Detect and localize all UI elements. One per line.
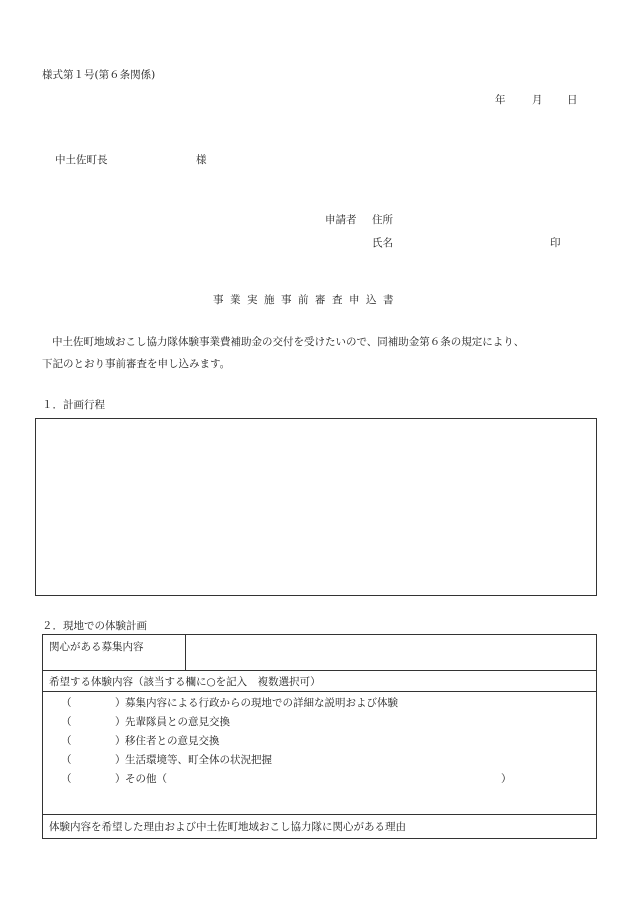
option-row[interactable] <box>49 713 590 732</box>
section-1-heading: １．計画行程 <box>42 399 105 411</box>
reason-label: 体験内容を希望した理由および中土佐町地域おこし協力隊に関心がある理由 <box>43 815 597 839</box>
option-text: 募集内容による行政からの現地での詳細な説明および体験 <box>125 697 398 709</box>
schedule-box[interactable] <box>35 418 597 596</box>
seal-mark: 印 <box>550 237 561 249</box>
applicant-name-label: 氏名 <box>372 237 393 249</box>
option-text: 先輩隊員との意見交換 <box>125 716 230 728</box>
document-title: 事業実施事前審査申込書 <box>213 294 400 306</box>
option-close-paren: ） <box>115 697 126 709</box>
option-text: 生活環境等、町全体の状況把握 <box>125 754 272 766</box>
option-row[interactable] <box>49 694 590 713</box>
option-open-paren: （ <box>61 754 72 766</box>
addressee-honorific: 様 <box>196 154 207 166</box>
experience-options <box>43 692 597 815</box>
interest-label: 関心がある募集内容 <box>43 635 186 671</box>
form-number: 様式第１号(第６条関係) <box>42 69 156 81</box>
option-close-paren: ） <box>115 735 126 747</box>
applicant-role: 申請者 <box>325 214 357 226</box>
body-line-1: 中土佐町地域おこし協力隊体験事業費補助金の交付を受けたいので、同補助金第６条の規定により、 <box>52 336 525 348</box>
option-open-paren: （ <box>61 716 72 728</box>
option-text: 移住者との意見交換 <box>125 735 220 747</box>
option-close-paren: ） <box>115 754 126 766</box>
interest-value-field[interactable] <box>186 635 597 671</box>
option-text: その他（ <box>125 773 167 785</box>
applicant-address-label: 住所 <box>372 214 393 226</box>
option-close-paren: ） <box>115 716 126 728</box>
addressee-name: 中土佐町長 <box>55 154 108 166</box>
date-day-label: 日 <box>567 94 578 106</box>
option-row[interactable] <box>49 770 590 789</box>
date-year-label: 年 <box>495 94 506 106</box>
body-line-2: 下記のとおり事前審査を申し込みます。 <box>42 358 231 370</box>
option-close-paren: ） <box>115 773 126 785</box>
option-open-paren: （ <box>61 735 72 747</box>
option-row[interactable] <box>49 732 590 751</box>
option-open-paren: （ <box>61 697 72 709</box>
experience-label: 希望する体験内容（該当する欄に○を記入 複数選択可） <box>43 671 597 692</box>
option-open-paren: （ <box>61 773 72 785</box>
date-month-label: 月 <box>532 94 543 106</box>
experience-plan-table <box>42 634 597 839</box>
option-row[interactable] <box>49 751 590 770</box>
section-2-heading: ２．現地での体験計画 <box>42 620 147 632</box>
other-close-paren: ） <box>501 773 512 785</box>
